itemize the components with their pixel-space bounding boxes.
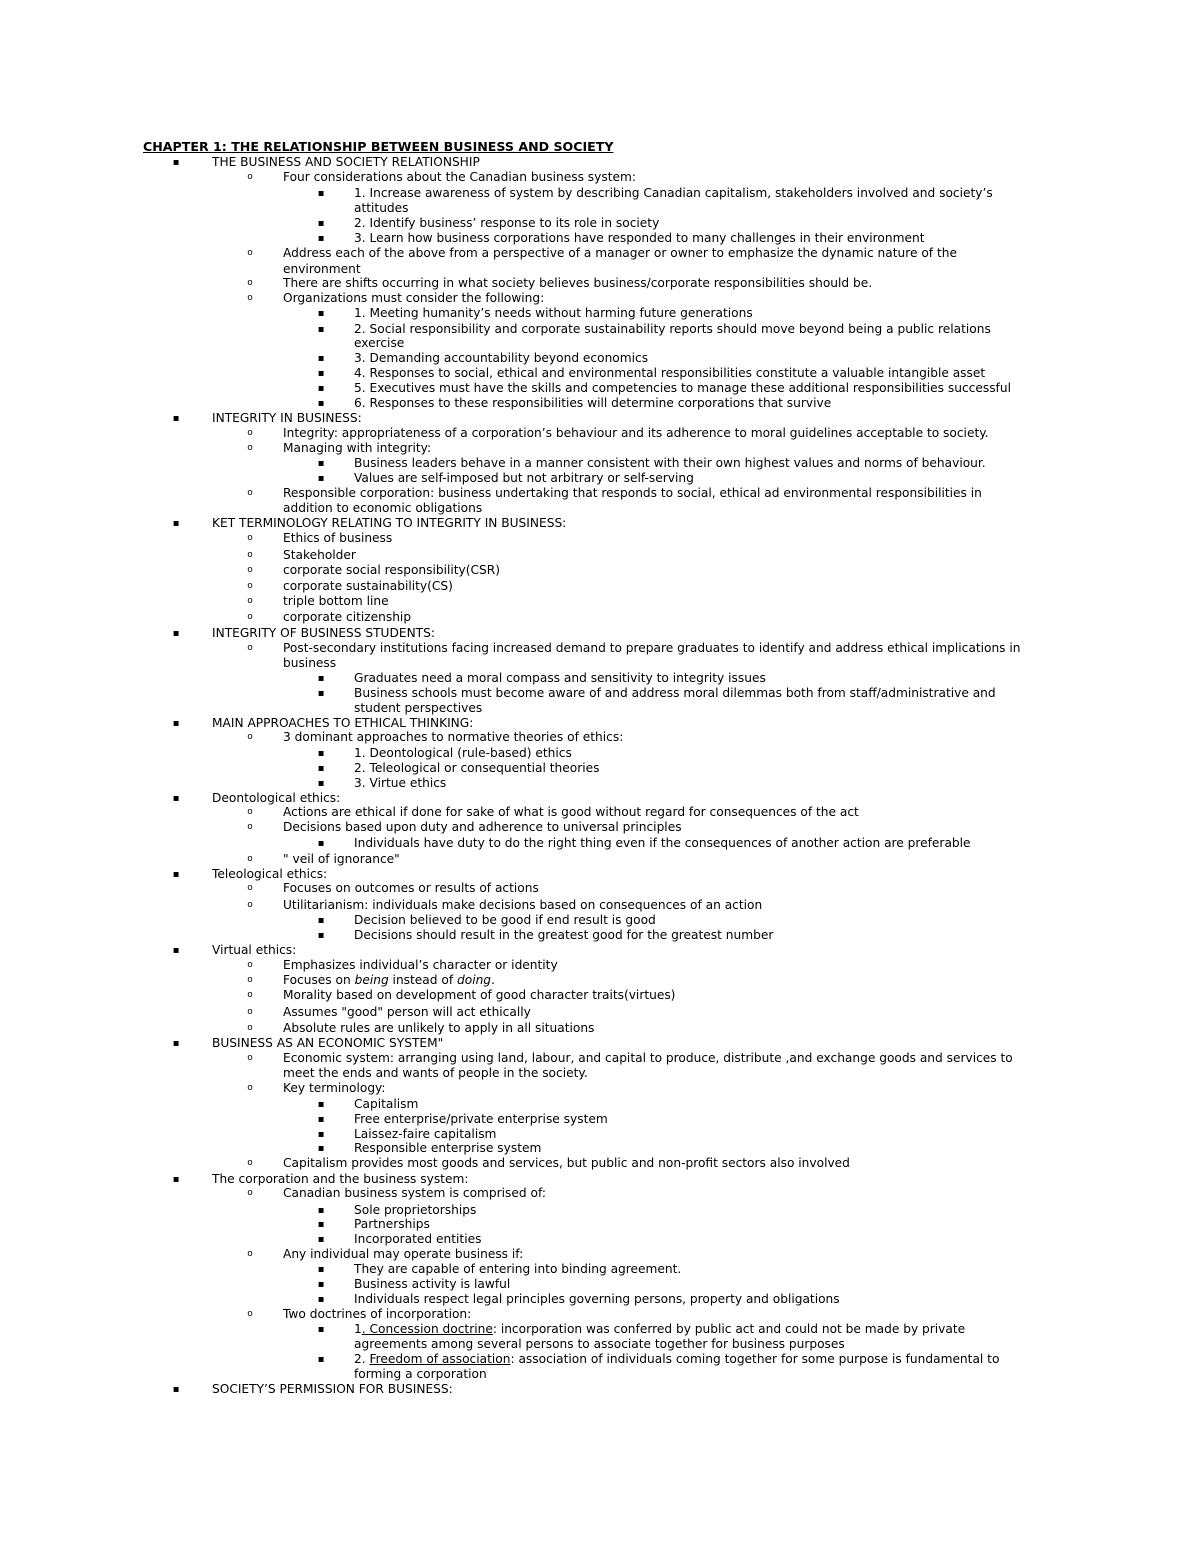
outline-text: Deontological ethics:: [212, 791, 341, 805]
outline-text: SOCIETY’S PERMISSION FOR BUSINESS:: [212, 1382, 453, 1396]
square-bullet-icon: ▪: [172, 413, 180, 424]
square-bullet-icon: ▪: [317, 473, 325, 484]
square-bullet-icon: ▪: [317, 233, 325, 244]
text-segment: : incorporation was conferred by public act and could not be made by private: [492, 1322, 966, 1336]
outline-text: Assumes "good" person will act ethically: [283, 1005, 531, 1019]
text-segment: 2.: [354, 1352, 370, 1366]
square-bullet-icon: ▪: [317, 930, 325, 941]
square-bullet-icon: ▪: [317, 383, 325, 394]
text-segment: 1: [354, 1322, 362, 1336]
square-bullet-icon: ▪: [317, 778, 325, 789]
circle-bullet-icon: o: [247, 565, 253, 575]
square-bullet-icon: ▪: [317, 218, 325, 229]
square-bullet-icon: ▪: [317, 915, 325, 926]
square-bullet-icon: ▪: [317, 398, 325, 409]
circle-bullet-icon: o: [247, 900, 253, 910]
text-segment: : association of individuals coming together for some purpose is fundamental to: [510, 1352, 1000, 1366]
square-bullet-icon: ▪: [172, 945, 180, 956]
outline-text: Emphasizes individual’s character or identity: [283, 958, 558, 972]
outline-text: forming a corporation: [354, 1367, 487, 1381]
outline-text: Incorporated entities: [354, 1232, 482, 1246]
outline-text: Values are self-imposed but not arbitrary or self-serving: [354, 471, 694, 485]
outline-text: Integrity: appropriateness of a corporation’s behaviour and its adherence to moral guidelines acceptable to society.: [283, 426, 989, 440]
outline-text: Responsible corporation: business undertaking that responds to social, ethical ad environmental responsibilities in: [283, 486, 982, 500]
outline-text: Key terminology:: [283, 1081, 386, 1095]
outline-text: attitudes: [354, 201, 409, 215]
circle-bullet-icon: o: [247, 612, 253, 622]
circle-bullet-icon: o: [247, 248, 253, 258]
text-segment: .: [491, 973, 495, 987]
circle-bullet-icon: o: [247, 533, 253, 543]
outline-text: Organizations must consider the following:: [283, 291, 545, 305]
outline-text: Actions are ethical if done for sake of what is good without regard for consequences of the act: [283, 805, 859, 819]
square-bullet-icon: ▪: [317, 688, 325, 699]
outline-text: 2. Social responsibility and corporate sustainability reports should move beyond being a public relations: [354, 322, 991, 336]
outline-text: 2. Identify business’ response to its role in society: [354, 216, 660, 230]
square-bullet-icon: ▪: [317, 308, 325, 319]
circle-bullet-icon: o: [247, 822, 253, 832]
outline-text: Two doctrines of incorporation:: [283, 1307, 472, 1321]
circle-bullet-icon: o: [247, 172, 253, 182]
outline-text: THE BUSINESS AND SOCIETY RELATIONSHIP: [212, 155, 480, 169]
outline-text: Managing with integrity:: [283, 441, 432, 455]
outline-text: Laissez-faire capitalism: [354, 1127, 497, 1141]
outline-text: KET TERMINOLOGY RELATING TO INTEGRITY IN BUSINESS:: [212, 516, 567, 530]
circle-bullet-icon: o: [247, 732, 253, 742]
circle-bullet-icon: o: [247, 807, 253, 817]
circle-bullet-icon: o: [247, 293, 253, 303]
square-bullet-icon: ▪: [172, 869, 180, 880]
outline-text: business: [283, 656, 337, 670]
square-bullet-icon: ▪: [317, 1143, 325, 1154]
circle-bullet-icon: o: [247, 550, 253, 560]
outline-text: INTEGRITY IN BUSINESS:: [212, 411, 362, 425]
square-bullet-icon: ▪: [317, 1264, 325, 1275]
outline-text: Teleological ethics:: [212, 867, 328, 881]
square-bullet-icon: ▪: [317, 673, 325, 684]
circle-bullet-icon: o: [247, 581, 253, 591]
circle-bullet-icon: o: [247, 278, 253, 288]
square-bullet-icon: ▪: [172, 1384, 180, 1395]
outline-text: Address each of the above from a perspective of a manager or owner to emphasize the dynamic nature of the: [283, 246, 957, 260]
outline-text: Free enterprise/private enterprise system: [354, 1112, 608, 1126]
square-bullet-icon: ▪: [172, 718, 180, 729]
outline-text: Sole proprietorships: [354, 1203, 477, 1217]
outline-text: Economic system: arranging using land, labour, and capital to produce, distribute ,and exchange goods and services to: [283, 1051, 1013, 1065]
outline-text: Responsible enterprise system: [354, 1141, 542, 1155]
circle-bullet-icon: o: [247, 1158, 253, 1168]
outline-text: Decision believed to be good if end result is good: [354, 913, 656, 927]
circle-bullet-icon: o: [247, 854, 253, 864]
square-bullet-icon: ▪: [317, 1205, 325, 1216]
outline-text: Virtual ethics:: [212, 943, 297, 957]
outline-text: Decisions based upon duty and adherence to universal principles: [283, 820, 682, 834]
outline-text: Morality based on development of good character traits(virtues): [283, 988, 676, 1002]
outline-text: They are capable of entering into binding agreement.: [354, 1262, 682, 1276]
italic-term: doing: [457, 973, 492, 987]
outline-text: Business activity is lawful: [354, 1277, 511, 1291]
italic-term: being: [354, 973, 389, 987]
outline-text: Graduates need a moral compass and sensitivity to integrity issues: [354, 671, 766, 685]
circle-bullet-icon: o: [247, 428, 253, 438]
outline-text: [283, 973, 495, 988]
outline-text: exercise: [354, 336, 405, 350]
square-bullet-icon: ▪: [317, 1129, 325, 1140]
outline-text: Utilitarianism: individuals make decisions based on consequences of an action: [283, 898, 763, 912]
circle-bullet-icon: o: [247, 488, 253, 498]
circle-bullet-icon: o: [247, 1249, 253, 1259]
square-bullet-icon: ▪: [317, 1354, 325, 1365]
outline-text: Post-secondary institutions facing increased demand to prepare graduates to identify and address ethical implications in: [283, 641, 1021, 655]
outline-text: meet the ends and wants of people in the society.: [283, 1066, 588, 1080]
square-bullet-icon: ▪: [317, 1294, 325, 1305]
outline-text: 3 dominant approaches to normative theories of ethics:: [283, 730, 624, 744]
square-bullet-icon: ▪: [317, 324, 325, 335]
square-bullet-icon: ▪: [317, 188, 325, 199]
outline-text: student perspectives: [354, 701, 483, 715]
square-bullet-icon: ▪: [317, 458, 325, 469]
circle-bullet-icon: o: [247, 443, 253, 453]
outline-text: Any individual may operate business if:: [283, 1247, 524, 1261]
outline-text: corporate citizenship: [283, 610, 412, 624]
text-segment: instead of: [388, 973, 457, 987]
circle-bullet-icon: o: [247, 643, 253, 653]
circle-bullet-icon: o: [247, 1023, 253, 1033]
outline-text: 1. Increase awareness of system by describing Canadian capitalism, stakeholders involved and society’s: [354, 186, 993, 200]
outline-text: 1. Deontological (rule-based) ethics: [354, 746, 572, 760]
outline-text: triple bottom line: [283, 594, 389, 608]
outline-text: corporate social responsibility(CSR): [283, 563, 500, 577]
square-bullet-icon: ▪: [317, 748, 325, 759]
outline-text: There are shifts occurring in what society believes business/corporate responsibilities should be.: [283, 276, 873, 290]
square-bullet-icon: ▪: [317, 1099, 325, 1110]
outline-text: Four considerations about the Canadian business system:: [283, 170, 636, 184]
circle-bullet-icon: o: [247, 883, 253, 893]
outline-text: The corporation and the business system:: [212, 1172, 469, 1186]
square-bullet-icon: ▪: [317, 1219, 325, 1230]
outline-text: [354, 1352, 999, 1367]
outline-text: INTEGRITY OF BUSINESS STUDENTS:: [212, 626, 435, 640]
outline-text: agreements among several persons to associate together for business purposes: [354, 1337, 845, 1351]
underlined-term: Freedom of association: [369, 1352, 511, 1366]
outline-text: MAIN APPROACHES TO ETHICAL THINKING:: [212, 716, 474, 730]
outline-text: 3. Virtue ethics: [354, 776, 447, 790]
circle-bullet-icon: o: [247, 975, 253, 985]
square-bullet-icon: ▪: [172, 518, 180, 529]
outline-text: Individuals respect legal principles governing persons, property and obligations: [354, 1292, 840, 1306]
outline-text: Capitalism provides most goods and services, but public and non-profit sectors also involved: [283, 1156, 850, 1170]
underlined-term: . Concession doctrine: [361, 1322, 493, 1336]
circle-bullet-icon: o: [247, 960, 253, 970]
circle-bullet-icon: o: [247, 596, 253, 606]
outline-text: 2. Teleological or consequential theories: [354, 761, 600, 775]
outline-text: 3. Learn how business corporations have responded to many challenges in their environment: [354, 231, 925, 245]
circle-bullet-icon: o: [247, 1188, 253, 1198]
circle-bullet-icon: o: [247, 990, 253, 1000]
circle-bullet-icon: o: [247, 1053, 253, 1063]
outline-text: Decisions should result in the greatest good for the greatest number: [354, 928, 774, 942]
square-bullet-icon: ▪: [172, 1174, 180, 1185]
outline-text: Business schools must become aware of and address moral dilemmas both from staff/administrative and: [354, 686, 996, 700]
text-segment: Focuses on: [283, 973, 355, 987]
square-bullet-icon: ▪: [172, 793, 180, 804]
outline-text: Partnerships: [354, 1217, 430, 1231]
square-bullet-icon: ▪: [317, 1114, 325, 1125]
outline-text: 6. Responses to these responsibilities will determine corporations that survive: [354, 396, 832, 410]
outline-text: 5. Executives must have the skills and competencies to manage these additional responsibilities successful: [354, 381, 1011, 395]
outline-text: BUSINESS AS AN ECONOMIC SYSTEM": [212, 1036, 444, 1050]
square-bullet-icon: ▪: [317, 1279, 325, 1290]
square-bullet-icon: ▪: [317, 1324, 325, 1335]
outline-text: environment: [283, 262, 361, 276]
square-bullet-icon: ▪: [172, 157, 180, 168]
outline-text: [354, 1322, 965, 1337]
outline-text: Business leaders behave in a manner consistent with their own highest values and norms of behaviour.: [354, 456, 986, 470]
circle-bullet-icon: o: [247, 1083, 253, 1093]
outline-text: Absolute rules are unlikely to apply in all situations: [283, 1021, 595, 1035]
square-bullet-icon: ▪: [172, 628, 180, 639]
square-bullet-icon: ▪: [317, 353, 325, 364]
outline-text: 1. Meeting humanity’s needs without harming future generations: [354, 306, 753, 320]
circle-bullet-icon: o: [247, 1309, 253, 1319]
outline-text: corporate sustainability(CS): [283, 579, 453, 593]
square-bullet-icon: ▪: [317, 763, 325, 774]
outline-text: Stakeholder: [283, 548, 356, 562]
outline-text: Canadian business system is comprised of:: [283, 1186, 546, 1200]
square-bullet-icon: ▪: [317, 1234, 325, 1245]
outline-text: addition to economic obligations: [283, 501, 483, 515]
outline-text: 3. Demanding accountability beyond economics: [354, 351, 649, 365]
square-bullet-icon: ▪: [317, 368, 325, 379]
chapter-title: CHAPTER 1: THE RELATIONSHIP BETWEEN BUSINESS AND SOCIETY: [143, 139, 614, 154]
square-bullet-icon: ▪: [172, 1038, 180, 1049]
outline-text: " veil of ignorance": [283, 852, 400, 866]
outline-text: 4. Responses to social, ethical and environmental responsibilities constitute a valuable intangible asset: [354, 366, 986, 380]
square-bullet-icon: ▪: [317, 838, 325, 849]
outline-text: Individuals have duty to do the right thing even if the consequences of another action are preferable: [354, 836, 971, 850]
outline-text: Ethics of business: [283, 531, 393, 545]
outline-text: Capitalism: [354, 1097, 419, 1111]
circle-bullet-icon: o: [247, 1007, 253, 1017]
outline-text: Focuses on outcomes or results of actions: [283, 881, 539, 895]
